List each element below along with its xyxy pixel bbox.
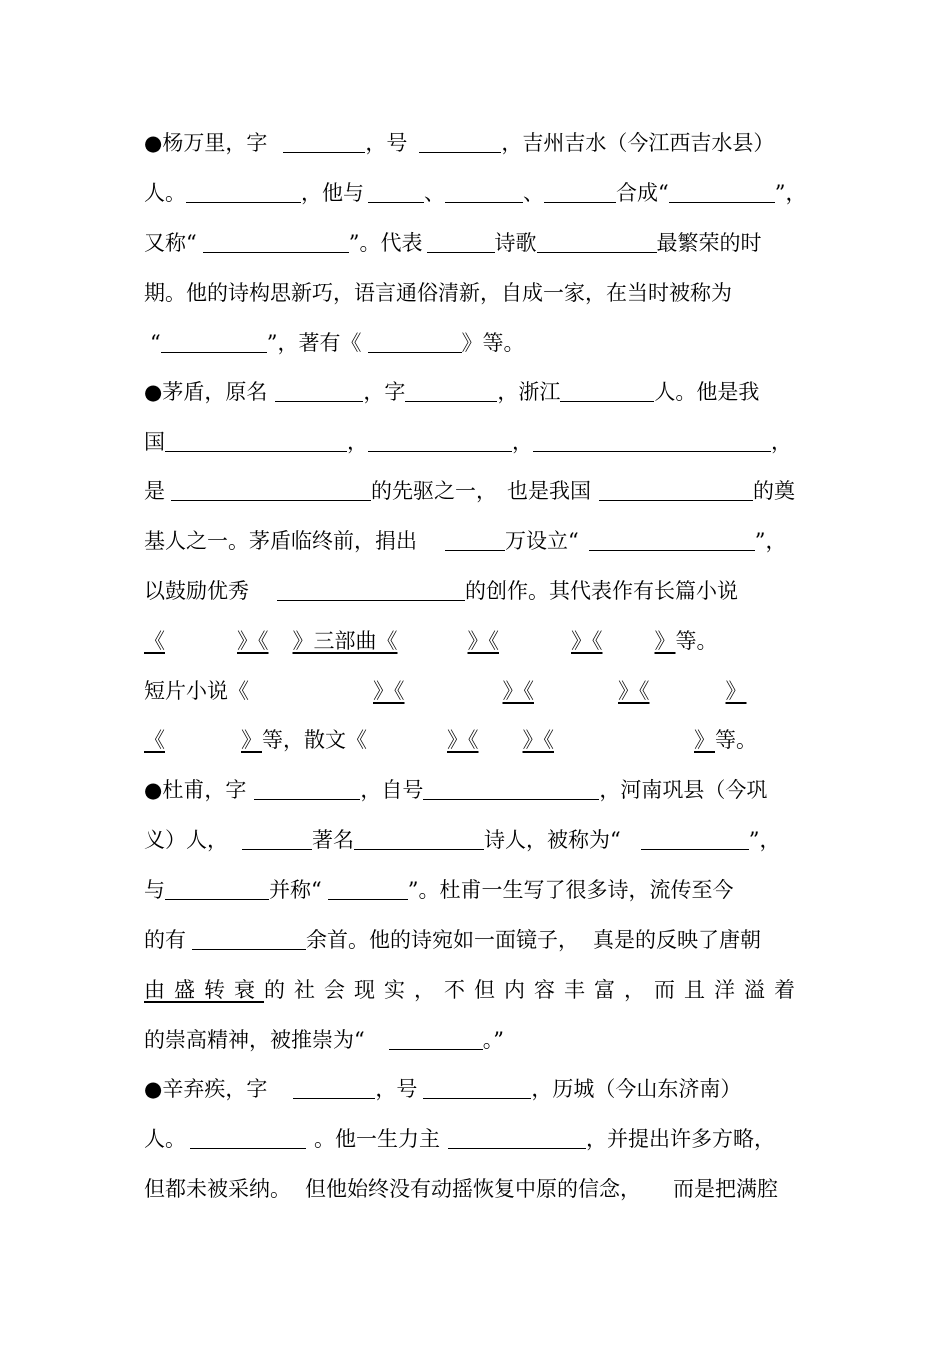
text-segment: 期。他的诗构思新巧，语言通俗清新，自成一家，在当时被称为 [144, 281, 732, 305]
text-line [144, 875, 824, 905]
blank-field[interactable] [275, 381, 363, 402]
text-segment: 基人之一。茅盾临终前，捐出 [144, 529, 417, 553]
text-segment: ， [512, 430, 533, 454]
blank-field[interactable] [368, 182, 424, 203]
text-line [144, 427, 824, 457]
text-segment: 《 [144, 629, 165, 653]
blank-field[interactable] [423, 1078, 531, 1099]
text-line [144, 1174, 824, 1204]
text-segment: 国 [144, 430, 165, 454]
text-line [144, 328, 824, 358]
text-segment: ，字 [363, 380, 406, 404]
text-segment: ，并提出许多方略， [586, 1127, 775, 1151]
text-segment: ”， [754, 529, 787, 553]
text-segment: ”。杜甫一生写了很多诗，流传至今 [407, 878, 734, 902]
text-segment: 的崇高精神，被推崇为“ [144, 1028, 365, 1052]
blank-field[interactable] [544, 182, 616, 203]
text-segment: 》 [654, 629, 676, 653]
text-segment: 诗歌 [494, 231, 537, 255]
text-segment: 余首。他的诗宛如一面镜子， [306, 928, 579, 952]
blank-field[interactable] [533, 431, 771, 452]
text-line [144, 1025, 824, 1055]
text-segment: ，他与 [301, 181, 364, 205]
title-blanks[interactable] [367, 728, 715, 752]
text-line [144, 377, 824, 407]
blank-field[interactable] [389, 1029, 483, 1050]
underlined-text: 由盛转衰 [144, 978, 264, 1002]
text-segment: 》《 [522, 728, 554, 752]
blank-field[interactable] [165, 431, 347, 452]
text-line [144, 228, 824, 258]
text-segment: ”。代表 [348, 231, 423, 255]
text-segment: 》《 [467, 629, 499, 653]
blank-field[interactable] [589, 530, 755, 551]
text-segment: 万设立“ [505, 529, 579, 553]
text-line [144, 128, 824, 158]
text-segment: 》《 [618, 679, 650, 703]
text-segment: 以鼓励优秀 [144, 579, 249, 603]
text-line [144, 476, 824, 506]
text-segment: ”，著有《 [266, 331, 362, 355]
blank-field[interactable] [354, 829, 484, 850]
text-segment: 也是我国 [507, 479, 591, 503]
title-blanks[interactable] [144, 728, 262, 752]
text-segment: 》三部曲《 [292, 629, 398, 653]
text-segment: 但都未被采纳。 [144, 1177, 291, 1201]
blank-field[interactable] [192, 929, 306, 950]
text-segment: 是 [144, 479, 165, 503]
text-segment: 》 [241, 728, 262, 752]
text-segment: ，浙江 [497, 380, 561, 404]
text-segment: 》 [694, 728, 715, 752]
text-segment: 又称“ [144, 231, 197, 255]
text-line [144, 775, 824, 805]
blank-field[interactable] [171, 480, 371, 501]
text-line [144, 925, 824, 955]
text-segment: 诗人，被称为“ [484, 828, 621, 852]
text-line [144, 278, 824, 308]
title-blanks[interactable] [249, 679, 747, 703]
blank-field[interactable] [419, 132, 501, 153]
text-line [144, 576, 824, 606]
text-segment: 的先驱之一， [371, 479, 497, 503]
text-segment: ，河南巩县（今巩 [599, 778, 768, 802]
text-segment: 》《 [373, 679, 405, 703]
text-segment: 最繁荣的时 [656, 231, 762, 255]
blank-field[interactable] [448, 1128, 586, 1149]
text-segment: 合成“ [616, 181, 669, 205]
text-segment: 《 [144, 728, 165, 752]
text-line [144, 1124, 824, 1154]
text-segment: 等，散文《 [262, 728, 367, 752]
text-line [144, 178, 824, 208]
text-segment: 义）人， [144, 828, 228, 852]
blank-field[interactable] [254, 779, 360, 800]
blank-field[interactable] [161, 332, 267, 353]
blank-field[interactable] [368, 431, 512, 452]
text-segment: ，吉州吉水（今江西吉水县） [501, 131, 775, 155]
blank-field[interactable] [669, 182, 775, 203]
blank-field[interactable] [423, 779, 599, 800]
text-segment: 的创作。其代表作有长篇小说 [465, 579, 738, 603]
blank-field[interactable] [445, 182, 523, 203]
text-segment: ，历城（今山东济南） [531, 1077, 742, 1101]
blank-field[interactable] [242, 829, 312, 850]
blank-field[interactable] [599, 480, 753, 501]
blank-field[interactable] [641, 829, 749, 850]
text-segment: 短片小说《 [144, 679, 249, 703]
blank-field[interactable] [560, 381, 654, 402]
text-segment: 。” [482, 1028, 504, 1052]
text-segment: 的社会现实，不但内容丰富，而且洋溢着 [264, 978, 804, 1002]
blank-field[interactable] [427, 232, 495, 253]
text-segment: 》《 [502, 679, 534, 703]
text-segment: 人。他是我 [654, 380, 760, 404]
blank-field[interactable] [283, 132, 365, 153]
text-segment: 》等。 [461, 331, 525, 355]
text-segment: 等。 [675, 629, 718, 653]
text-segment: ，号 [365, 131, 408, 155]
text-segment: ”， [748, 828, 781, 852]
text-segment: 》《 [571, 629, 603, 653]
text-segment: 的奠 [753, 479, 795, 503]
text-segment: 而是把满腔 [673, 1177, 778, 1201]
blank-field[interactable] [186, 182, 301, 203]
text-segment: 》 [725, 679, 747, 703]
text-line [144, 725, 824, 755]
text-segment: ”， [774, 181, 807, 205]
title-blanks[interactable] [144, 629, 676, 653]
text-segment: 著名 [312, 828, 354, 852]
blank-field[interactable] [277, 580, 465, 601]
text-segment: 与 [144, 878, 165, 902]
text-segment: 人。 [144, 1127, 186, 1151]
text-segment: ，自号 [360, 778, 424, 802]
text-segment: ， [347, 430, 368, 454]
text-line [144, 1074, 824, 1104]
text-segment: 真是的反映了唐朝 [593, 928, 761, 952]
text-segment: ●杜甫，字 [144, 778, 247, 802]
blank-field[interactable] [293, 1078, 375, 1099]
text-segment: 、 [523, 181, 544, 205]
text-segment: ●茅盾，原名 [144, 380, 268, 404]
text-segment: 》《 [237, 629, 269, 653]
blank-field[interactable] [328, 879, 408, 900]
text-segment: ，号 [375, 1077, 418, 1101]
text-line [144, 526, 824, 556]
text-segment: 人。 [144, 181, 186, 205]
blank-field[interactable] [405, 381, 497, 402]
text-segment: 。他一生力主 [314, 1127, 440, 1151]
blank-field[interactable] [537, 232, 657, 253]
blank-field[interactable] [203, 232, 349, 253]
blank-field[interactable] [445, 530, 505, 551]
text-line [144, 676, 824, 706]
text-segment: 但他始终没有动摇恢复中原的信念， [305, 1177, 641, 1201]
text-line [144, 975, 824, 1005]
blank-field[interactable] [165, 879, 269, 900]
text-segment: 等。 [715, 728, 757, 752]
text-segment: ●杨万里，字 [144, 131, 268, 155]
text-line [144, 626, 824, 656]
text-segment: 并称“ [269, 878, 322, 902]
text-segment: ●辛弃疾，字 [144, 1077, 268, 1101]
text-segment: 、 [424, 181, 445, 205]
text-segment: ， [771, 430, 792, 454]
blank-field[interactable] [368, 332, 462, 353]
text-segment: 的有 [144, 928, 186, 952]
blank-field[interactable] [190, 1128, 306, 1149]
text-line [144, 825, 824, 855]
text-segment: “ [150, 331, 161, 355]
text-segment: 》《 [447, 728, 479, 752]
